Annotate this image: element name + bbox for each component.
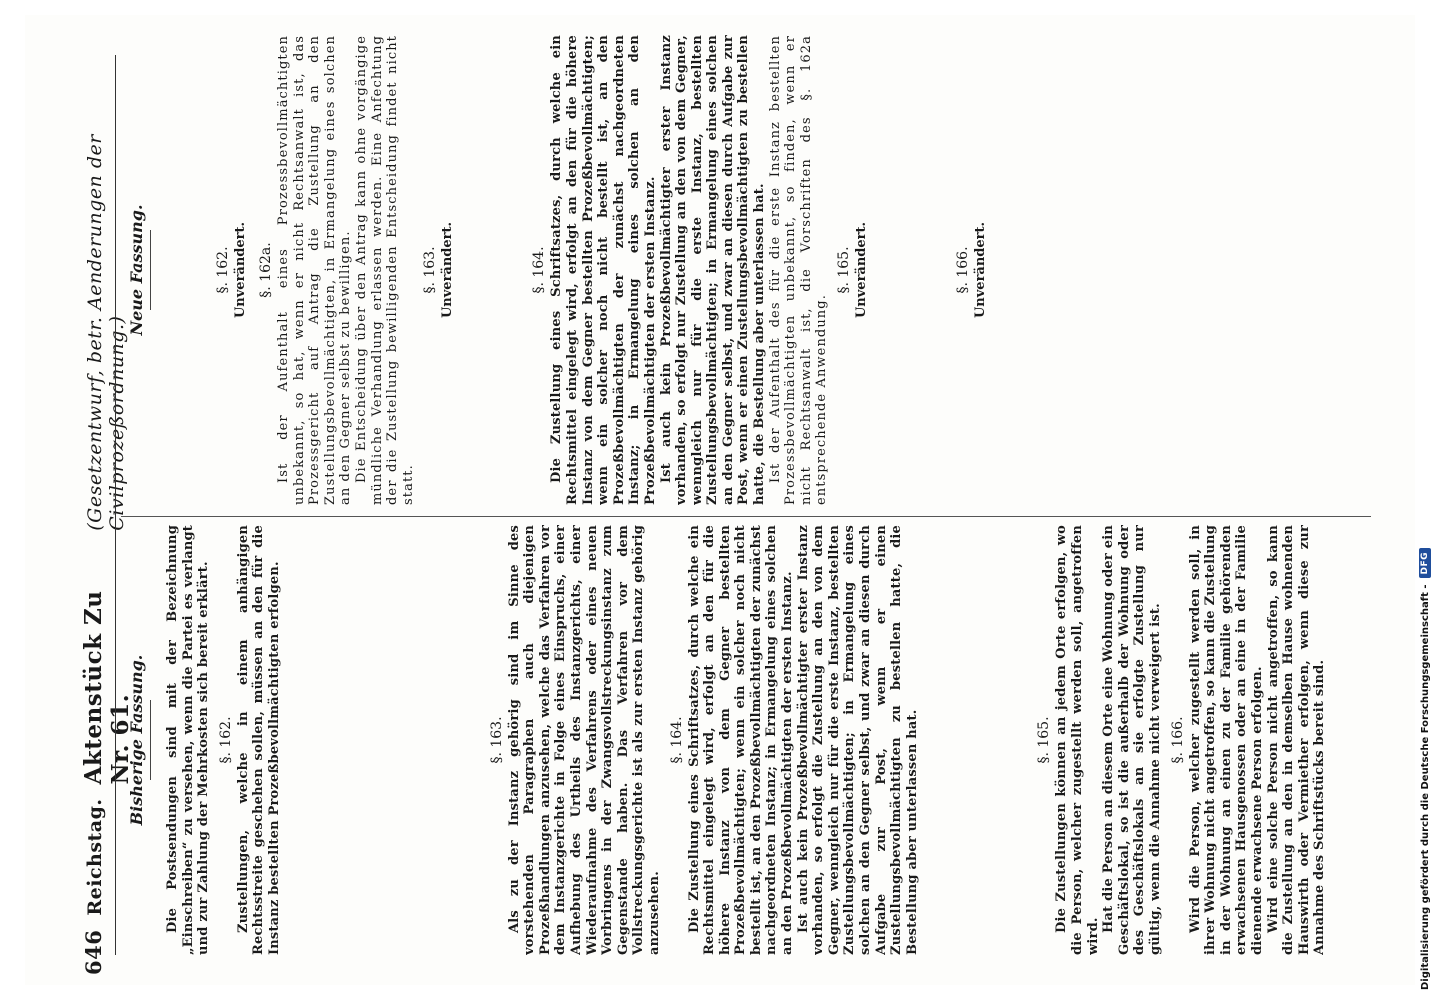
left-intro-paragraph: Die Postsendungen sind mit der Bezeichnung „Einschreiben“ zu versehen, wenn die Partei es verlangt und zur Zahlung der Mehrkosten sich bereit erklärt. — [165, 525, 212, 955]
right-section-163-title: §. 163. — [422, 246, 439, 294]
right-section-164-text-2: Ist auch kein Prozeßbevollmächtigter erster Instanz vorhanden, so erfolgt nur Zustellung an den von dem Gegner, wenngleich nur für die erste Instanz, bestellten Zustellungsbevollmächtigten; in Ermangelung eines solchen an den Gegner selbst, und zwar an diesen durch Aufgabe zur Post, wenn er einen Zustellungsbevollmächtigten zu bestellen hatte, die Bestellung aber unterlassen hat. — [658, 35, 768, 505]
right-section-162a-text-1: Ist der Aufenthalt eines Prozessbevollmächtigten unbekannt, so hat, wenn er nicht Rechtsanwalt ist, das Prozessgericht auf Antrag die Zustellung an den Zustellungsbevollmächtigten, in Ermangelung eines solchen an den Gegner selbst zu bewilligen. — [276, 35, 354, 505]
header-subtitle: (Gesetzentwurf, betr. Aenderungen der Civilprozeßordnung.) — [84, 134, 128, 531]
right-section-164-title: §. 164. — [531, 246, 548, 294]
header-reichstag: Reichstag. — [84, 798, 106, 916]
dfg-logo-icon: DFG — [1419, 548, 1431, 579]
page-number: 646 — [81, 929, 106, 975]
digitization-credit-text: Digitalisierung gefördert durch die Deutsche Forschungsgemeinschaft - — [1419, 584, 1431, 990]
right-section-164-text-3: Ist der Aufenthalt des für die erste Instanz bestellten Prozessbevollmächtigten unbekannt, so finden, wenn er nicht Rechtsanwalt ist, die Vorschriften des §. 162a entsprechende Anwendung. — [767, 35, 830, 505]
right-section-164-text-1: Die Zustellung eines Schriftsatzes, durch welche ein Rechtsmittel eingelegt wird, erfolgt an den für die höhere Instanz von dem Gegner bestellten Prozeßbevollmächtigten; wenn ein solcher noch nicht bestellt ist, an den Prozeßbevollmächtigten der zunächst nachgeordneten Instanz; in Ermangelung eines solchen an den Prozeßbevollmächtigten der ersten Instanz. — [549, 35, 658, 505]
digitization-credit — [1418, 90, 1432, 990]
left-column-heading: Bisherige Fassung. — [127, 654, 146, 826]
left-spacer-2 — [920, 525, 1030, 955]
header-rule — [115, 55, 116, 955]
left-section-166-text-2: Wird eine solche Person nicht angetroffen, so kann die Zustellung an den in demselben Hause wohnenden Hauswirth oder Vermiether erfolgen, wenn diese zur Annahme des Schriftstücks bereit sind. — [1265, 525, 1328, 955]
left-section-164-text-2: Ist auch kein Prozeßbevollmächtigter erster Instanz vorhanden, so erfolgt die Zustellung an den von dem Gegner, wenngleich nur für die erste Instanz, bestellten Zustellungsbevollmächtigten; in Ermangelung eines solchen an den Gegner selbst, und zwar an diesen durch Aufgabe zur Post, wenn er einen Zustellungsbevollmächtigten zu bestellen hatte, die Bestellung aber unterlassen hat. — [795, 525, 920, 955]
right-section-165-status: Unverändert. — [854, 221, 870, 319]
column-divider — [121, 516, 1371, 517]
right-section-162-title: §. 162. — [215, 246, 231, 294]
left-heading-rule — [150, 700, 151, 780]
left-spacer-1 — [283, 525, 483, 955]
right-section-165-title: §. 165. — [836, 246, 853, 294]
right-section-162a-text-2: Die Entscheidung über den Antrag kann ohne vorgängige mündliche Verhandlung erlassen werden. Eine Anfechtung der die Zustellung bewilligenden Entscheidung findet nicht statt. — [353, 35, 416, 505]
right-spacer-0 — [165, 35, 209, 505]
right-section-162a-title: §. 162a. — [258, 242, 274, 298]
left-section-163-text: Als zu der Instanz gehörig sind im Sinne des vorstehenden Paragraphen auch diejenigen Prozeßhandlungen anzusehen, welche das Verfahren vor dem Instanzgerichte in Folge eines Einspruchs, einer Aufhebung des Urtheils des Instanzgerichts, einer Wiederaufnahme des Verfahrens oder eines neuen Vorbringens in der Zwangsvollstreckungsinstanz zum Gegenstande haben. Das Verfahren vor dem Vollstreckungsgerichte ist als zur ersten Instanz gehörig anzusehen. — [506, 525, 662, 955]
left-section-163-title: §. 163. — [488, 716, 505, 764]
right-section-162-status: Unverändert. — [233, 221, 248, 319]
right-spacer-1 — [465, 35, 525, 505]
right-section-163-status: Unverändert. — [440, 221, 456, 319]
right-heading-rule — [150, 230, 151, 310]
right-spacer-2 — [879, 35, 949, 505]
left-section-165-text-2: Hat die Person an diesem Orte eine Wohnung oder ein Geschäftslokal, so ist die außerhalb der Wohnung oder des Geschäftslokals an sie erfolgte Zustellung nur gültig, wenn die Annahme nicht verweigert ist. — [1101, 525, 1163, 955]
right-section-166-title: §. 166. — [955, 246, 972, 294]
left-column-old-version — [121, 525, 1371, 955]
left-section-166-text-1: Wird die Person, welcher zugestellt werden soll, in ihrer Wohnung nicht angetroffen, so kann die Zustellung in der Wohnung an einen zu der Familie gehörenden erwachsenen Hausgenossen oder an eine in der Familie dienende erwachsene Person erfolgen. — [1187, 525, 1265, 955]
left-section-165-text-1: Die Zustellungen können an jedem Orte erfolgen, wo die Person, welcher zugestellt werden soll, angetroffen wird. — [1054, 525, 1101, 955]
header-aktenstueck: Aktenstück Zu Nr. 61. — [80, 590, 134, 785]
right-column-new-version — [121, 35, 1371, 505]
rotated-document-page — [25, 15, 1415, 985]
left-section-166-title: §. 166. — [1169, 716, 1186, 764]
left-section-165-title: §. 165. — [1036, 716, 1053, 764]
page-header — [80, 25, 134, 975]
left-section-164-title: §. 164. — [668, 716, 685, 764]
left-section-164-text-1: Die Zustellung eines Schriftsatzes, durch welche ein Rechtsmittel eingelegt wird, erfolgt an den für die höhere Instanz von dem Gegner bestellten Prozeßbevollmächtigten; wenn ein solcher noch nicht bestellt ist, an den Prozeßbevollmächtigten der zunächst nachgeordneten Instanz; in Ermangelung eines solchen an den Prozeßbevollmächtigten der ersten Instanz. — [686, 525, 796, 955]
right-column-heading: Neue Fassung. — [127, 204, 146, 336]
right-section-166-status: Unverändert. — [973, 221, 989, 319]
left-section-162-text: Zustellungen, welche in einem anhängigen Rechtsstreite geschehen sollen, müssen an den für die Instanz bestellten Prozeßbevollmächtigten erfolgen. — [235, 525, 282, 955]
left-section-162-title: §. 162. — [217, 716, 234, 764]
